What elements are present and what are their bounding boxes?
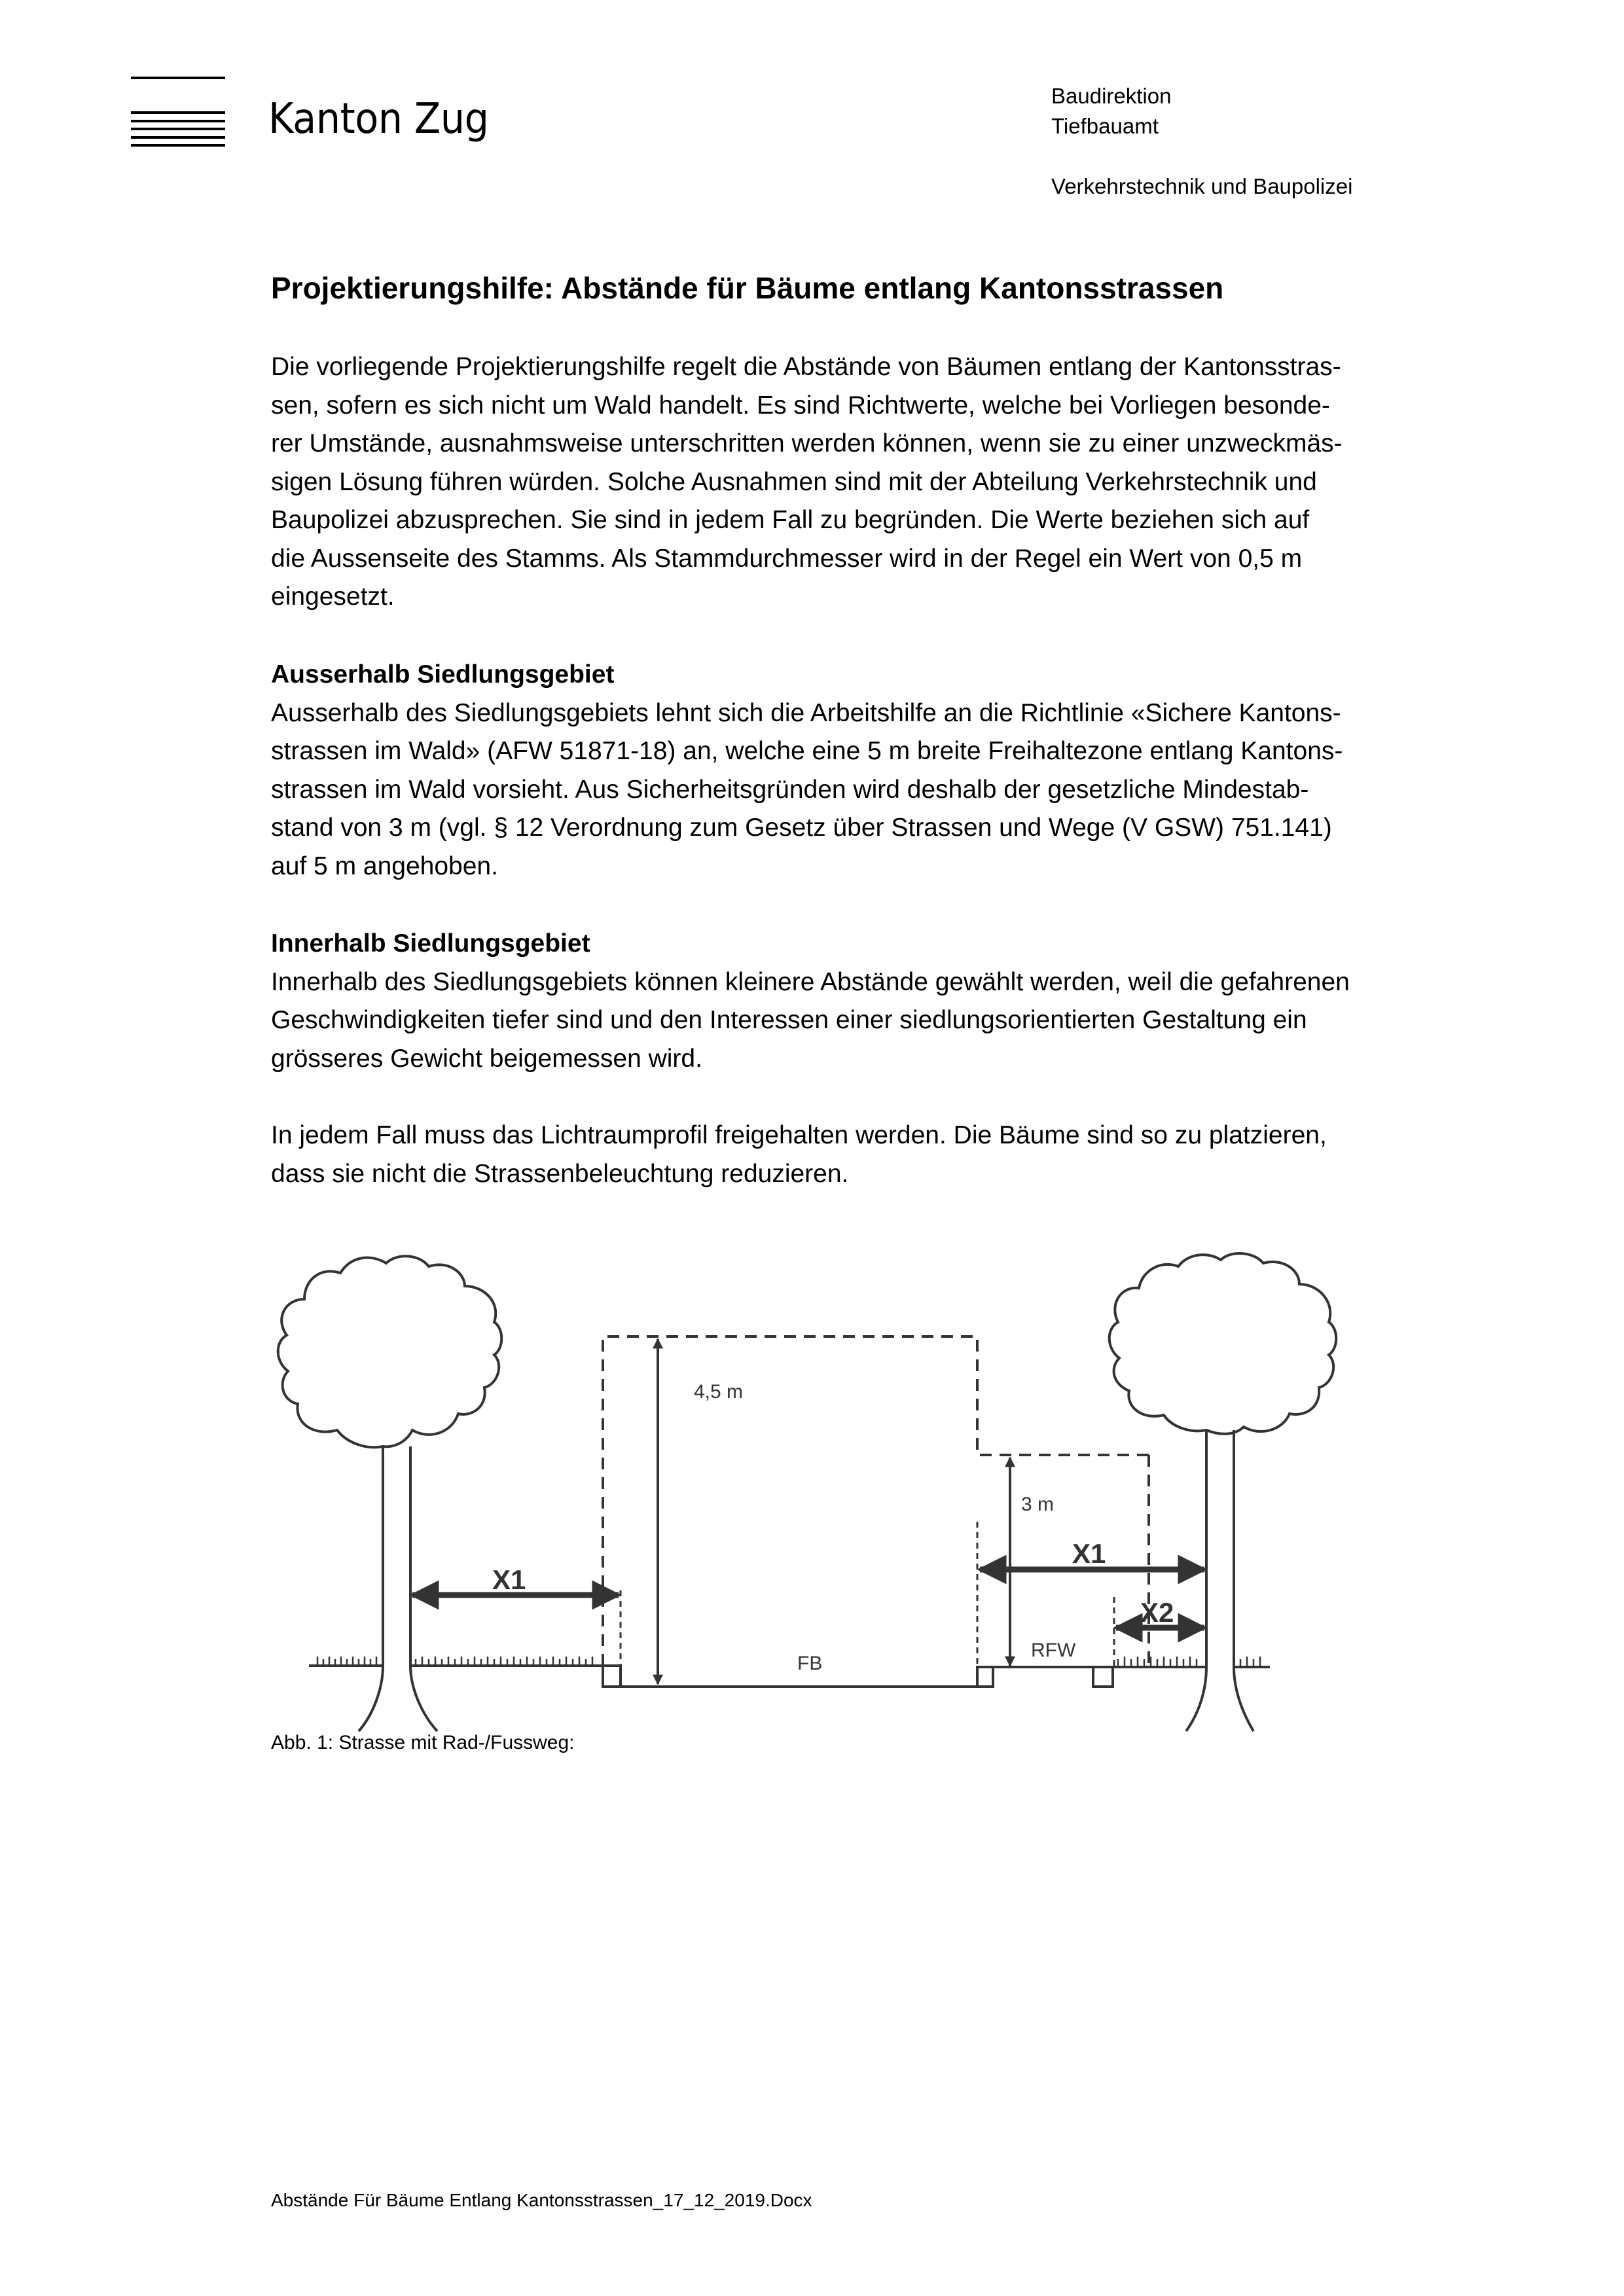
text-line: Geschwindigkeiten tiefer sind und den Interessen einer siedlungsorientierten Gestaltung ein — [271, 1006, 1307, 1034]
text-line: Die vorliegende Projektierungshilfe regelt die Abstände von Bäumen entlang der Kantonsstras- — [271, 353, 1341, 381]
text-line: sigen Lösung führen würden. Solche Ausnahmen sind mit der Abteilung Verkehrstechnik und — [271, 467, 1317, 496]
division-line: Verkehrstechnik und Baupolizei — [1051, 174, 1353, 198]
section-heading: Innerhalb Siedlungsgebiet — [271, 929, 590, 958]
department-line: Tiefbauamt — [1051, 114, 1159, 138]
figure-caption: Abb. 1: Strasse mit Rad-/Fussweg: — [271, 1732, 575, 1753]
text-line: auf 5 m angehoben. — [271, 852, 498, 880]
text-line: In jedem Fall muss das Lichtraumprofil freigehalten werden. Die Bäume sind so zu platzieren, — [271, 1121, 1327, 1149]
logo-text: Kanton Zug — [268, 95, 489, 143]
text-line: strassen im Wald» (AFW 51871-18) an, welche eine 5 m breite Freihaltezone entlang Kantons- — [271, 737, 1343, 765]
text-line: Innerhalb des Siedlungsgebiets können kleinere Abstände gewählt werden, weil die gefahrenen — [271, 967, 1350, 996]
footer-filename: Abstände Für Bäume Entlang Kantonsstrassen_17_12_2019.Docx — [271, 2190, 812, 2210]
department-line: Baudirektion — [1051, 84, 1172, 108]
text-line: strassen im Wald vorsieht. Aus Sicherheitsgründen wird deshalb der gesetzliche Mindestab- — [271, 775, 1309, 804]
clearance-profile-dashed — [603, 1336, 1149, 1667]
text-line: dass sie nicht die Strassenbeleuchtung reduzieren. — [271, 1159, 849, 1188]
label-x1-left: X1 — [492, 1564, 526, 1595]
ground-lines — [309, 1666, 1270, 1667]
label-x1-right: X1 — [1072, 1538, 1106, 1569]
label-x2: X2 — [1140, 1597, 1174, 1628]
text-line: stand von 3 m (vgl. § 12 Verordnung zum Gesetz über Strassen und Wege (V GSW) 751.141) — [271, 814, 1332, 842]
label-height-4-5m: 4,5 m — [694, 1381, 744, 1403]
section-heading: Ausserhalb Siedlungsgebiet — [271, 660, 615, 689]
text-line: grösseres Gewicht beigemessen wird. — [271, 1044, 702, 1073]
road-profile — [603, 1666, 1113, 1687]
text-line: Baupolizei abzusprechen. Sie sind in jedem Fall zu begründen. Die Werte beziehen sich auf — [271, 506, 1310, 534]
text-line: die Aussenseite des Stamms. Als Stammdurchmesser wird in der Regel ein Wert von 0,5 m — [271, 544, 1303, 573]
text-line: rer Umstände, ausnahmsweise unterschritten werden können, wenn sie zu einer unzweckmäs- — [271, 429, 1343, 457]
text-line: eingesetzt. — [271, 583, 395, 611]
text-line: sen, sofern es sich nicht um Wald handelt. Es sind Richtwerte, welche bei Vorliegen besonde- — [271, 391, 1330, 420]
label-rad-fussweg: RFW — [1031, 1640, 1076, 1661]
text-line: Ausserhalb des Siedlungsgebiets lehnt sich die Arbeitshilfe an die Richtlinie «Sichere Kantons- — [271, 698, 1341, 727]
label-fahrbahn: FB — [797, 1653, 823, 1674]
right-tree-icon — [1110, 1253, 1337, 1731]
document-title: Projektierungshilfe: Abstände für Bäume entlang Kantonsstrassen — [271, 271, 1224, 305]
label-height-3m: 3 m — [1021, 1494, 1055, 1515]
